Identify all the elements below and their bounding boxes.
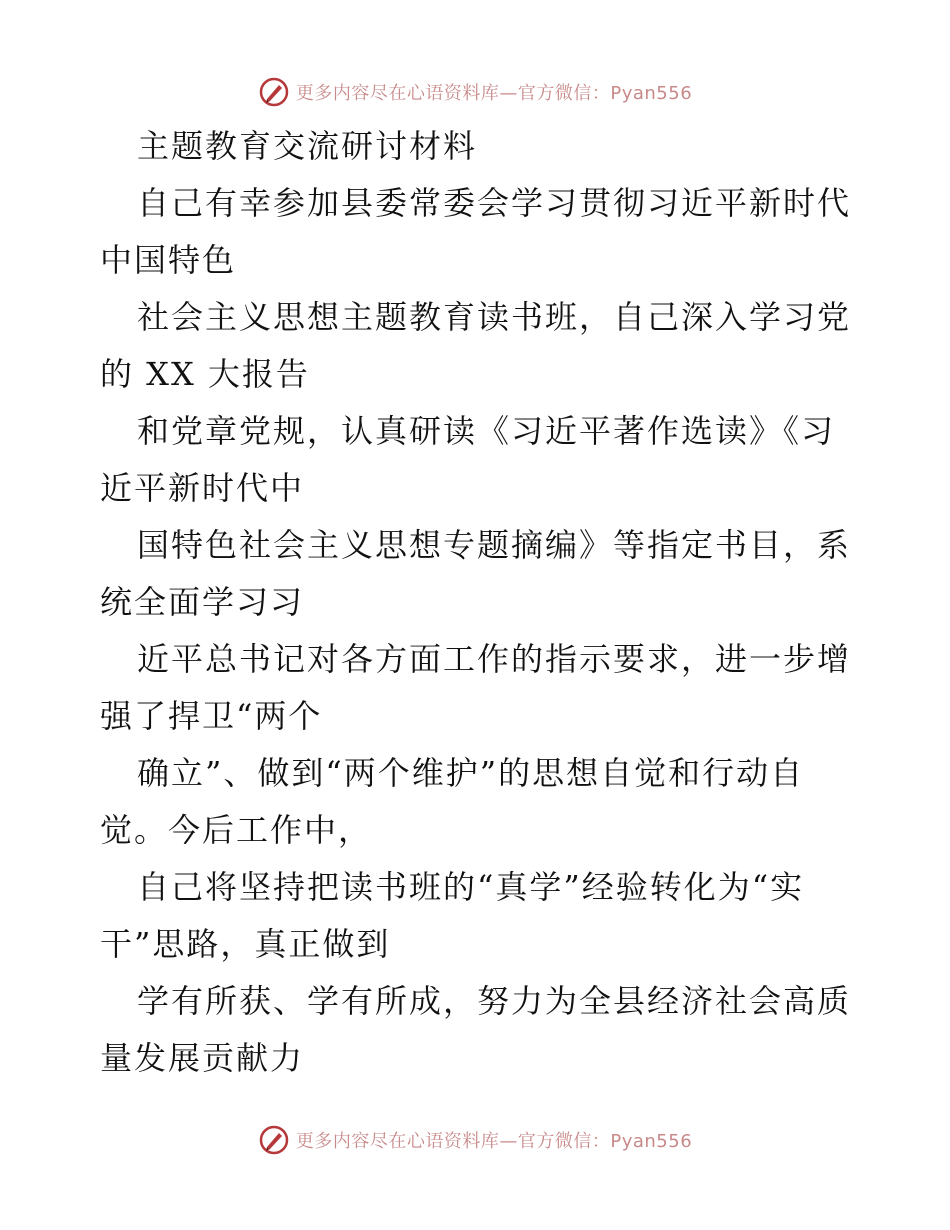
text-line: 学有所获、学有所成，努力为全县经济社会高质: [137, 982, 852, 1020]
pen-nib-logo-icon: [258, 1124, 290, 1156]
text-line: 近平总书记对各方面工作的指示要求，进一步增: [137, 640, 852, 678]
document-title: 主题教育交流研讨材料: [137, 127, 478, 165]
text-line: 自己有幸参加县委常委会学习贯彻习近平新时代: [137, 184, 852, 222]
text-line: 自己将坚持把读书班的“真学”经验转化为“实: [137, 868, 805, 906]
text-line: 和党章党规，认真研读《习近平著作选读》《习: [137, 412, 836, 450]
text-line: 量发展贡献力: [100, 1039, 305, 1077]
footer-banner: [0, 1120, 950, 1160]
text-line: 的 XX 大报告: [100, 355, 310, 393]
footer-banner-text: 更多内容尽在心语资料库—官方微信：Pyan556: [295, 1131, 693, 1152]
text-line: 近平新时代中: [100, 469, 305, 507]
text-line: 确立”、做到“两个维护”的思想自觉和行动自: [137, 754, 805, 792]
text-line: 社会主义思想主题教育读书班，自己深入学习党: [137, 298, 852, 336]
text-line: 强了捍卫“两个: [100, 697, 323, 735]
header-banner-text: 更多内容尽在心语资料库—官方微信：Pyan556: [295, 83, 693, 104]
text-line: 统全面学习习: [100, 583, 305, 621]
document-body: [100, 118, 860, 1087]
header-banner: [0, 72, 950, 112]
text-line: 中国特色: [100, 241, 237, 279]
text-line: 觉。今后工作中，: [100, 811, 373, 849]
pen-nib-logo-icon: [258, 76, 290, 108]
text-line: 干”思路，真正做到: [100, 925, 391, 963]
text-line: 国特色社会主义思想专题摘编》等指定书目，系: [137, 526, 852, 564]
